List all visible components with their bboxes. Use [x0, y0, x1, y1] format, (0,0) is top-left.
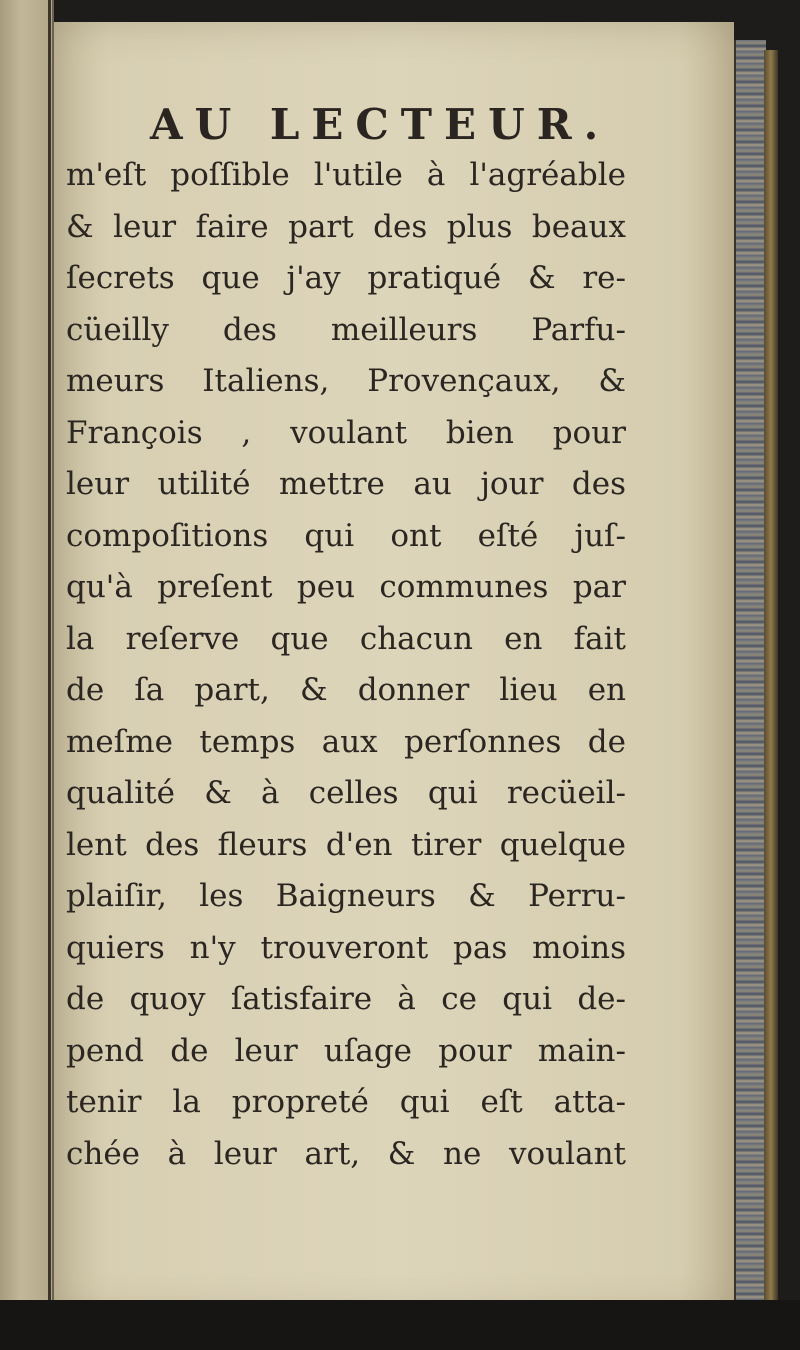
- text-line: pend de leur uſage pour main-: [66, 1032, 626, 1069]
- background-surface: [0, 1300, 800, 1350]
- text-line: compoſitions qui ont eſté juſ-: [66, 517, 626, 554]
- text-line: meſme temps aux perſonnes de: [66, 723, 626, 760]
- text-line: plaiſir, les Baigneurs & Perru-: [66, 878, 626, 914]
- text-line: chée à leur art, & ne voulant: [66, 1135, 626, 1172]
- text-line: qualité & à celles qui recüeil-: [66, 775, 626, 811]
- text-line: ſecrets que j'ay pratiqué & re-: [66, 260, 626, 296]
- text-line: tenir la propreté qui eſt atta-: [66, 1084, 626, 1120]
- previous-page-edge: [0, 0, 54, 1320]
- text-line: quiers n'y trouveront pas moins: [66, 929, 626, 966]
- text-line: & leur faire part des plus beaux: [66, 208, 626, 245]
- text-line: François , voulant bien pour: [66, 414, 626, 451]
- text-line: m'eſt poſſible l'utile à l'agréable: [66, 157, 626, 193]
- running-head: AU LECTEUR.: [150, 100, 611, 149]
- text-line: cüeilly des meilleurs Parfu-: [66, 311, 626, 348]
- text-line: lent des fleurs d'en tirer quelque: [66, 826, 626, 863]
- text-line: qu'à preſent peu communes par: [66, 569, 626, 605]
- body-text: [66, 150, 626, 1180]
- gutter: [48, 0, 51, 1320]
- text-line: de quoy ſatisfaire à ce qui de-: [66, 981, 626, 1017]
- page-block-edge: [734, 40, 766, 1310]
- text-line: la reſerve que chacun en fait: [66, 620, 626, 657]
- text-line: meurs Italiens, Provençaux, &: [66, 363, 626, 399]
- text-line: de ſa part, & donner lieu en: [66, 672, 626, 708]
- cover-edge: [764, 50, 778, 1300]
- text-line: leur utilité mettre au jour des: [66, 466, 626, 502]
